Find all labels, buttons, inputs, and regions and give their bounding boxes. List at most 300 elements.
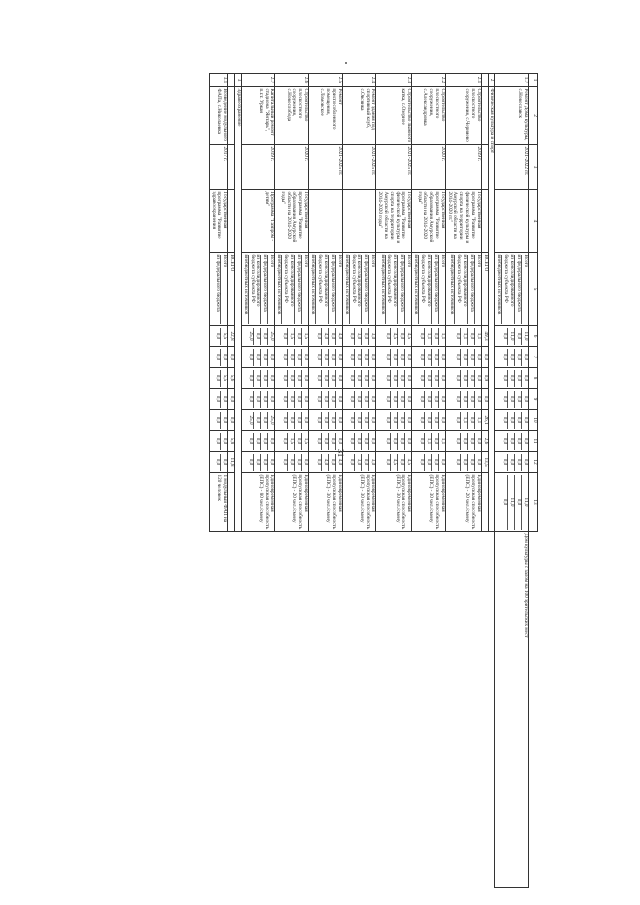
header-cell: 7	[529, 347, 538, 368]
value-cell	[309, 326, 343, 347]
funding-source: Всего	[521, 255, 528, 324]
object-name: Строительство плоскостного сооружения, с.Новослобода	[275, 87, 309, 145]
period: 2019 г.	[241, 145, 275, 190]
value: 0,0	[301, 349, 308, 366]
value: 0,0	[502, 458, 508, 466]
value: 0,0	[454, 395, 461, 403]
value-cell	[376, 452, 412, 473]
value-cell	[241, 431, 275, 452]
value: 1,1	[474, 328, 481, 345]
value: 0,0	[335, 391, 342, 408]
result-description: Единовременная пропускная способность (ЕПС) - 20 чел./смену	[275, 473, 309, 532]
value: 0,0	[507, 349, 514, 366]
funding-source: Всего	[301, 255, 308, 324]
value: 0,0	[467, 349, 474, 366]
value: 0,0	[397, 454, 404, 471]
value: 0,0	[404, 412, 411, 429]
value: 4,0	[321, 454, 328, 471]
value: 0,0	[502, 332, 508, 340]
value: 25,0	[268, 328, 275, 345]
value: 0,0	[404, 349, 411, 366]
value: 0,0	[514, 454, 521, 471]
value: 0,0	[507, 454, 514, 471]
value-cell	[342, 452, 376, 473]
value: 0,0	[431, 454, 438, 471]
value-cell	[209, 431, 227, 452]
value: 0,0	[294, 328, 301, 345]
value-cell	[445, 431, 481, 452]
value: 4,5	[390, 454, 397, 471]
value-cell	[376, 347, 412, 368]
table-row	[241, 74, 275, 888]
value: 0,0	[315, 374, 322, 382]
value-cell	[495, 368, 529, 389]
value: 0,0	[282, 332, 289, 340]
value: 0,0	[248, 353, 255, 361]
empty-cell	[481, 87, 488, 145]
section-number: 3	[235, 74, 242, 87]
funding-source: из федерального бюджета	[431, 255, 438, 324]
value: 0,0	[294, 391, 301, 408]
program-name: Государственная программа "Развитие физической культуры и спорта на территории Амурской области на 2014-2020 годы"	[376, 190, 412, 253]
value: 0,0	[215, 416, 222, 424]
row-number: 2.3	[376, 74, 412, 87]
result-description: Единовременная пропускная способность (ЕПС) - 20 чел./смену	[445, 473, 481, 532]
funding-source: из консолидированного бюджета субъекта РФ	[385, 255, 398, 324]
program-name: Государственная программа "Развитие образования Амурской области на 2014-2020 годы"	[412, 190, 446, 253]
value: 0,0	[354, 349, 361, 366]
value: 0,0	[474, 370, 481, 387]
value-cell	[445, 389, 481, 410]
value: 0,0	[424, 454, 431, 471]
object-name: Капитальный ремонт стадиона "Янтарь", п.г.т. Уркан	[241, 87, 275, 145]
total-value: 2,6	[481, 431, 488, 452]
value: 0,0	[454, 437, 461, 445]
value: 0,0	[328, 391, 335, 408]
value: 0,0	[294, 370, 301, 387]
funding-source: из консолидированного бюджета субъекта РФ	[282, 255, 295, 324]
table-row	[445, 74, 481, 888]
table-row	[209, 74, 227, 888]
value: 0,0	[521, 433, 528, 450]
table-row	[495, 74, 529, 888]
value: 0,0	[354, 370, 361, 387]
funding-source: из консолидированного бюджета субъекта РФ	[248, 255, 261, 324]
empty-cell	[228, 473, 235, 532]
value-cell	[342, 431, 376, 452]
value: 25,0	[248, 331, 255, 341]
value: 0,0	[294, 412, 301, 429]
value: 0,0	[397, 412, 404, 429]
value-cell	[241, 389, 275, 410]
table-row	[342, 74, 376, 888]
value: 0,0	[502, 395, 508, 403]
funding-sources	[275, 253, 309, 326]
funding-source: внебюджетных источников	[343, 254, 350, 315]
empty-cell	[481, 473, 488, 532]
value: 0,0	[397, 349, 404, 366]
result-description: Единовременная пропускная способность (ЕПС) - 80 чел./смену	[241, 473, 275, 532]
total-value: 0,9	[481, 368, 488, 389]
value-cell	[275, 410, 309, 431]
total-value: 11,8	[228, 452, 235, 473]
table-row	[275, 74, 309, 888]
value-cell	[309, 410, 343, 431]
value-cell	[412, 326, 446, 347]
value: 0,0	[431, 370, 438, 387]
value: 0,0	[315, 437, 322, 445]
value: 0,0	[390, 370, 397, 387]
value: 0,0	[474, 391, 481, 408]
empty-cell	[228, 87, 235, 145]
value: 0,0	[361, 328, 368, 345]
header-cell: 2	[529, 87, 538, 145]
value: 0,0	[438, 391, 445, 408]
value: 0,0	[404, 433, 411, 450]
value: 0,0	[321, 370, 328, 387]
value: 0,0	[390, 391, 397, 408]
value-cell	[412, 431, 446, 452]
value: 0,0	[467, 433, 474, 450]
value: 0,0	[424, 370, 431, 387]
value: 0,0	[454, 458, 461, 466]
value: 0,0	[507, 370, 514, 387]
value: 0,0	[474, 454, 481, 471]
value: 0,0	[385, 374, 392, 382]
value-cell	[495, 347, 529, 368]
value: 0,0	[438, 412, 445, 429]
value: 0,0	[390, 412, 397, 429]
value: 0,0	[368, 391, 375, 408]
scan-dot	[345, 62, 347, 64]
value: 0,0	[268, 370, 275, 387]
value: 0,0	[361, 349, 368, 366]
value: 0,0	[361, 391, 368, 408]
period: 2020 г.	[412, 145, 446, 190]
value: 0,0	[301, 412, 308, 429]
value: 0,0	[254, 328, 261, 345]
value: 0,0	[397, 370, 404, 387]
value: 0,0	[368, 349, 375, 366]
empty-cell	[481, 145, 488, 190]
value-cell	[376, 326, 412, 347]
funding-source: внебюджетных источников	[449, 254, 456, 315]
value-cell	[376, 431, 412, 452]
value: 0,0	[287, 370, 294, 387]
value: 3,0	[354, 328, 361, 345]
value: 0,0	[261, 349, 268, 366]
funding-source: из федерального бюджета	[467, 255, 474, 324]
funding-sources	[376, 253, 412, 326]
value: 0,0	[335, 412, 342, 429]
value: 0,0	[502, 374, 508, 382]
value: 0,0	[424, 349, 431, 366]
row-number: 2.4	[342, 74, 376, 87]
value: 0,0	[438, 454, 445, 471]
funding-source: Всего	[404, 255, 411, 324]
funding-source: из федерального бюджета	[514, 255, 521, 324]
object-name: Строительство плоскостного сооружения, с.Черняево	[445, 87, 481, 145]
value: 0,0	[474, 349, 481, 366]
value: 0,0	[507, 391, 514, 408]
value: 0,0	[215, 395, 222, 403]
value: 3,0	[354, 454, 361, 471]
header-cell: 1	[529, 74, 538, 87]
value: 25,0	[268, 412, 275, 429]
value: 5,5	[220, 370, 227, 387]
total-value: 5,6	[228, 368, 235, 389]
value: 0,0	[349, 437, 356, 445]
value: 0,0	[349, 458, 356, 466]
value: 0,0	[368, 412, 375, 429]
funding-source: внебюджетных источников	[242, 254, 249, 315]
value: 0,0	[335, 433, 342, 450]
row-number: 1.7	[495, 74, 529, 87]
value: 0,0	[328, 412, 335, 429]
value: 0,0	[397, 391, 404, 408]
value: 0,0	[315, 395, 322, 403]
value: 0,0	[315, 416, 322, 424]
total-label: ВСЕГО	[228, 253, 235, 326]
value: 0,0	[254, 454, 261, 471]
program-name: Программа "Газпром - детям"	[241, 190, 275, 253]
value: 4,5	[404, 454, 411, 471]
value-cell	[275, 389, 309, 410]
value: 0,0	[335, 370, 342, 387]
funding-source: внебюджетных источников	[310, 254, 317, 315]
total-value: 13,5	[481, 452, 488, 473]
total-value: 5,8	[228, 431, 235, 452]
value-cell	[342, 368, 376, 389]
value: 0,0	[431, 391, 438, 408]
value: 1,5	[301, 328, 308, 345]
value-cell	[412, 389, 446, 410]
value: 0,0	[361, 454, 368, 471]
value: 0,0	[294, 349, 301, 366]
value: 0,0	[254, 349, 261, 366]
value: 0,0	[418, 332, 425, 340]
period: 2020 г.	[275, 145, 309, 190]
value: 1,1	[460, 328, 467, 345]
total-value: 0,0	[481, 347, 488, 368]
value-cell	[275, 431, 309, 452]
value-cell	[445, 452, 481, 473]
value: 0,0	[467, 391, 474, 408]
value: 0,0	[514, 475, 521, 530]
value: 0,0	[328, 349, 335, 366]
value-cell	[209, 326, 227, 347]
value: 0,0	[321, 433, 328, 450]
value-cell	[309, 452, 343, 473]
value: 0,0	[502, 416, 508, 424]
value: 0,0	[215, 374, 222, 382]
empty-cell	[228, 145, 235, 190]
result-description: Единовременная пропускная способность (ЕПС) - 30 чел./смену	[376, 473, 412, 532]
investment-table	[209, 73, 538, 888]
value: 0,0	[454, 353, 461, 361]
value: 0,0	[438, 349, 445, 366]
value: 0,0	[254, 433, 261, 450]
value-cell	[342, 347, 376, 368]
value-cell	[445, 368, 481, 389]
value: 0,0	[315, 458, 322, 466]
total-value: 0,0	[228, 347, 235, 368]
total-value: 0,0	[228, 389, 235, 410]
value: 0,0	[215, 458, 222, 466]
value-cell	[241, 368, 275, 389]
value: 0,0	[431, 433, 438, 450]
value: 0,0	[454, 374, 461, 382]
value: 0,0	[294, 454, 301, 471]
value: 1,5	[301, 433, 308, 450]
value: 0,0	[315, 353, 322, 361]
value: 0,0	[220, 454, 227, 471]
value: 4,5	[390, 328, 397, 345]
value: 0,0	[385, 332, 392, 340]
value: 0,0	[397, 328, 404, 345]
funding-source: Всего	[220, 255, 227, 324]
value: 0,0	[502, 498, 508, 506]
value: 1,1	[474, 412, 481, 429]
value: 0,0	[254, 370, 261, 387]
value: 5,5	[220, 328, 227, 345]
value-cell	[412, 410, 446, 431]
value: 0,0	[460, 391, 467, 408]
empty-cell	[481, 190, 488, 253]
value: 11,0	[507, 475, 514, 530]
value: 0,0	[507, 412, 514, 429]
row-number: 2.2	[412, 74, 446, 87]
value: 0,0	[368, 433, 375, 450]
value-cell	[209, 389, 227, 410]
value: 0,0	[521, 391, 528, 408]
value: 0,0	[294, 433, 301, 450]
header-cell: 11	[529, 431, 538, 452]
value: 0,0	[261, 454, 268, 471]
funding-source: Всего	[438, 255, 445, 324]
section-row	[235, 74, 242, 888]
object-name: Строительство плоскостного сооружения, с.Александровка	[412, 87, 446, 145]
value: 0,0	[220, 349, 227, 366]
value: 11,0	[521, 328, 528, 345]
value: 0,0	[385, 353, 392, 361]
value-cell	[241, 410, 275, 431]
table-row	[309, 74, 343, 888]
period: 2017 г.	[209, 145, 227, 190]
result-description: Единовременная пропускная способность (ЕПС) - 30 чел./смену	[342, 473, 376, 532]
value: 0,0	[431, 349, 438, 366]
funding-sources	[342, 253, 376, 326]
funding-sources	[495, 253, 529, 326]
value: 0,0	[261, 391, 268, 408]
value: 3,0	[368, 328, 375, 345]
page-number: 31	[336, 449, 345, 457]
value: 0,0	[431, 328, 438, 345]
value-cell	[342, 410, 376, 431]
value: 0,0	[390, 349, 397, 366]
value: 0,0	[268, 454, 275, 471]
value: 0,0	[220, 412, 227, 429]
value: 0,0	[261, 412, 268, 429]
total-value: 0,0	[481, 389, 488, 410]
value: 0,0	[514, 328, 521, 345]
funding-source: из федерального бюджета	[294, 255, 301, 324]
value-cell	[309, 431, 343, 452]
funding-source: Всего	[474, 255, 481, 324]
value: 0,0	[502, 353, 508, 361]
value: 0,0	[301, 454, 308, 471]
period: 2021-2025 гг.	[342, 145, 376, 190]
value: 0,0	[390, 433, 397, 450]
value: 0,0	[215, 353, 222, 361]
table-body	[209, 74, 528, 888]
value: 0,0	[282, 416, 289, 424]
program-name: Государственная программа "Развитие образования Амурской области на 2014-2020 годы"	[275, 190, 309, 253]
value: 0,0	[268, 433, 275, 450]
section-title: Физическая культура и спорт	[488, 87, 495, 532]
value: 0,0	[514, 433, 521, 450]
value-cell	[309, 389, 343, 410]
empty-cell	[481, 74, 488, 87]
program-name	[495, 190, 529, 253]
value: 0,0	[368, 370, 375, 387]
value: 0,0	[328, 370, 335, 387]
value: 4,5	[404, 328, 411, 345]
value: 1,1	[438, 328, 445, 345]
value: 0,0	[254, 412, 261, 429]
value: 0,0	[474, 433, 481, 450]
value-cell	[241, 452, 275, 473]
funding-source: Всего	[268, 255, 275, 324]
value-cell	[445, 410, 481, 431]
funding-source: внебюджетных источников	[413, 254, 420, 315]
value-cell	[275, 326, 309, 347]
value: 0,0	[431, 412, 438, 429]
value-cell	[309, 347, 343, 368]
value: 0,0	[467, 412, 474, 429]
header-cell: 3	[529, 145, 538, 190]
funding-source: из консолидированного бюджета субъекта РФ	[501, 255, 514, 324]
funding-source: из федерального бюджета	[361, 255, 368, 324]
object-name: Ремонт приспособленного помещения, с.Ломовское	[309, 87, 343, 145]
value: 0,0	[301, 370, 308, 387]
value: 0,0	[354, 412, 361, 429]
value: 0,0	[349, 416, 356, 424]
value: 0,0	[385, 458, 392, 466]
value-cell	[412, 347, 446, 368]
funding-source: из федерального бюджета	[328, 255, 335, 324]
value: 11,0	[507, 328, 514, 345]
rotated-table-wrapper	[78, 73, 538, 888]
total-value: 22,8	[228, 326, 235, 347]
value: 0,0	[514, 349, 521, 366]
funding-source: из консолидированного бюджета субъекта РФ	[418, 255, 431, 324]
section-number: 2	[488, 74, 495, 87]
value: 0,0	[438, 370, 445, 387]
value: 0,0	[454, 332, 461, 340]
total-row	[228, 74, 235, 888]
value: 0,0	[215, 437, 222, 445]
value: 0,0	[261, 433, 268, 450]
funding-sources	[445, 253, 481, 326]
section-row	[488, 74, 495, 888]
funding-source: Всего	[368, 255, 375, 324]
value-cell	[445, 326, 481, 347]
value: 1,1	[424, 328, 431, 345]
value: 0,0	[418, 437, 425, 445]
value: 4,0	[335, 328, 342, 345]
value: 0,0	[349, 353, 356, 361]
